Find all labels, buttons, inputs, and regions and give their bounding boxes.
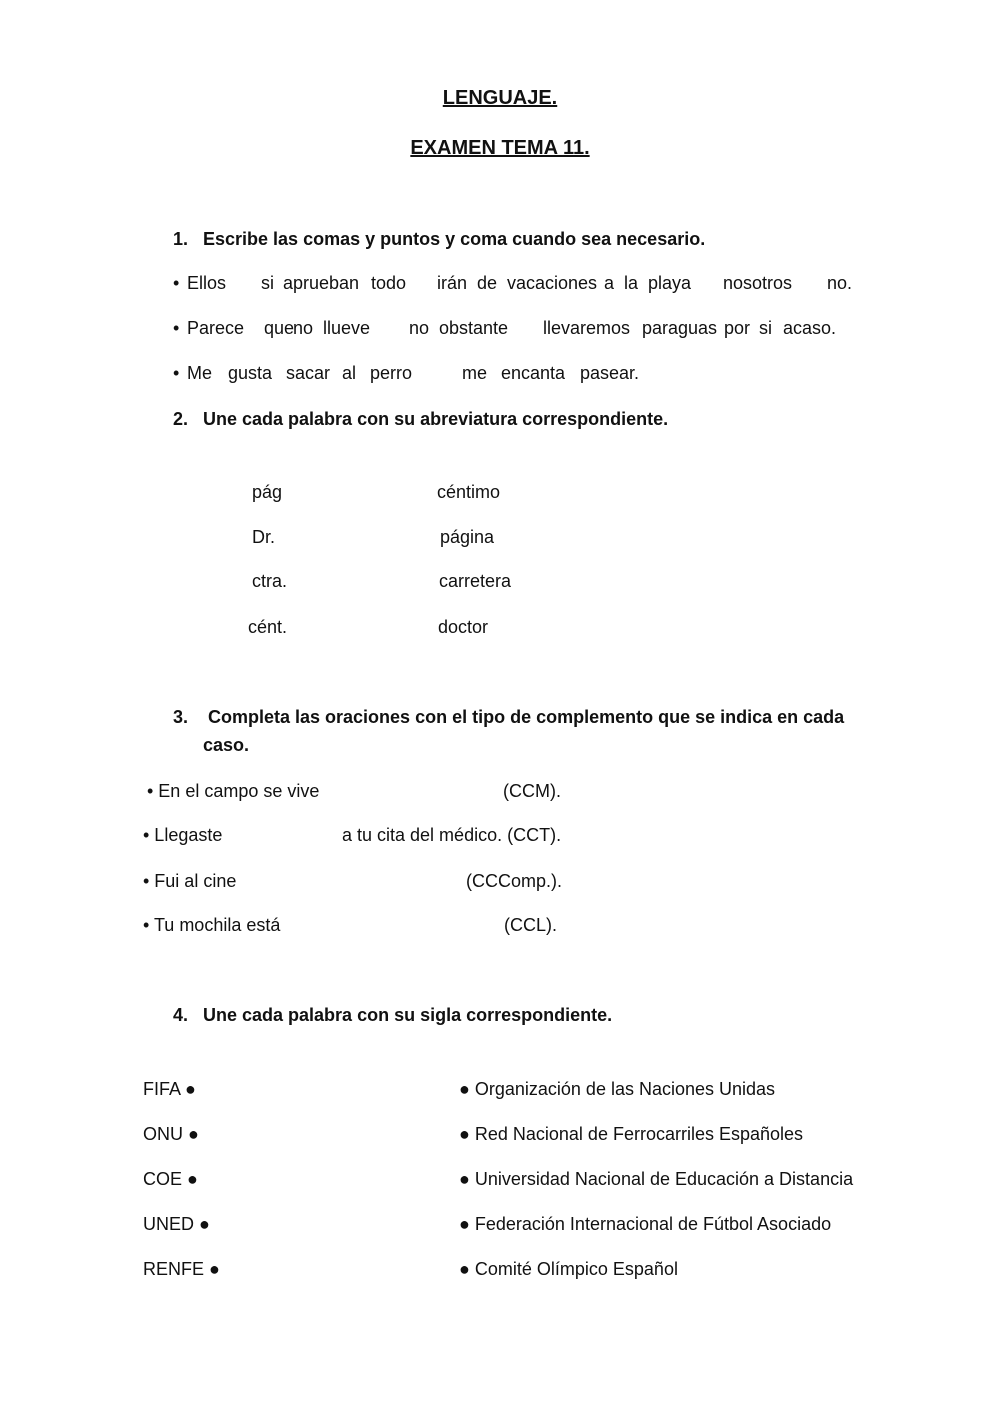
word: llueve: [323, 318, 371, 338]
word: aprueban: [283, 273, 360, 293]
word: pasear.: [580, 363, 640, 383]
word: nosotros: [723, 273, 793, 293]
acronym: UNED ●: [143, 1214, 210, 1234]
word: me: [462, 363, 488, 383]
word: Ellos: [187, 273, 227, 293]
word: playa: [648, 273, 692, 293]
word: al: [342, 363, 357, 383]
complement-type: a tu cita del médico. (CCT).: [342, 825, 562, 845]
word: Parece: [187, 318, 245, 338]
word: gusta: [228, 363, 273, 383]
full-word: página: [440, 527, 495, 547]
acronym-meaning: ● Comité Olímpico Español: [459, 1259, 678, 1279]
word: paraguas: [642, 318, 718, 338]
q1-sentence-3: [0, 362, 1000, 384]
acronym: FIFA ●: [143, 1079, 196, 1099]
word: por: [724, 318, 751, 338]
word: obstante: [439, 318, 509, 338]
acronym-meaning: ● Organización de las Naciones Unidas: [459, 1079, 776, 1099]
full-word: doctor: [438, 617, 489, 637]
question-3-number: 3.: [173, 707, 189, 727]
abbreviation: cént.: [248, 617, 288, 637]
word: vacaciones: [507, 273, 598, 293]
word: si: [261, 273, 274, 293]
word: la: [624, 273, 639, 293]
q1-sentence-2: [0, 317, 1000, 339]
acronym-meaning: ● Federación Internacional de Fútbol Asociado: [459, 1214, 832, 1234]
question-2-prompt: Une cada palabra con su abreviatura correspondiente.: [203, 409, 669, 429]
word: no: [409, 318, 430, 338]
acronym: ONU ●: [143, 1124, 199, 1144]
word: a: [604, 273, 615, 293]
question-2-number: 2.: [173, 409, 189, 429]
exam-title: EXAMEN TEMA 11.: [410, 137, 590, 159]
complement-type: (CCComp.).: [466, 871, 563, 891]
bullet: •: [173, 318, 180, 338]
sentence-start: • Tu mochila está: [143, 915, 281, 935]
acronym-meaning: ● Universidad Nacional de Educación a Distancia: [459, 1169, 854, 1189]
q1-sentence-1: [0, 272, 1000, 294]
abbreviation: pág: [252, 482, 283, 502]
word: llevaremos: [543, 318, 631, 338]
complement-type: (CCL).: [504, 915, 557, 935]
question-1-heading: [173, 228, 705, 250]
word: que: [264, 318, 295, 338]
word: Me: [187, 363, 213, 383]
word: no: [293, 318, 314, 338]
question-3-prompt-line-1: Completa las oraciones con el tipo de complemento que se indica en cada: [208, 707, 845, 727]
bullet: •: [173, 273, 180, 293]
acronym: COE ●: [143, 1169, 198, 1189]
sentence-start: • En el campo se vive: [147, 781, 320, 801]
question-3-prompt-line-2: caso.: [203, 735, 250, 755]
word: perro: [370, 363, 413, 383]
question-2-heading: [173, 408, 668, 430]
acronym: RENFE ●: [143, 1259, 220, 1279]
word: si: [759, 318, 772, 338]
word: no.: [827, 273, 853, 293]
word: sacar: [286, 363, 331, 383]
sentence-start: • Llegaste: [143, 825, 223, 845]
question-4-prompt: Une cada palabra con su sigla correspondiente.: [203, 1005, 613, 1025]
full-word: céntimo: [437, 482, 501, 502]
sentence-start: • Fui al cine: [143, 871, 237, 891]
word: irán: [437, 273, 468, 293]
question-1-number: 1.: [173, 229, 189, 249]
question-4-heading: [173, 1004, 612, 1026]
acronym-meaning: ● Red Nacional de Ferrocarriles Españoles: [459, 1124, 804, 1144]
abbreviation: Dr.: [252, 527, 276, 547]
full-word: carretera: [439, 571, 512, 591]
word: todo: [371, 273, 407, 293]
subject-title: LENGUAJE.: [442, 87, 558, 109]
complement-type: (CCM).: [503, 781, 561, 801]
question-3-heading: [173, 706, 844, 728]
abbreviation: ctra.: [252, 571, 288, 591]
bullet: •: [173, 363, 180, 383]
word: de: [477, 273, 498, 293]
word: acaso.: [783, 318, 837, 338]
word: encanta: [501, 363, 566, 383]
question-4-number: 4.: [173, 1005, 189, 1025]
question-1-prompt: Escribe las comas y puntos y coma cuando sea necesario.: [203, 229, 706, 249]
